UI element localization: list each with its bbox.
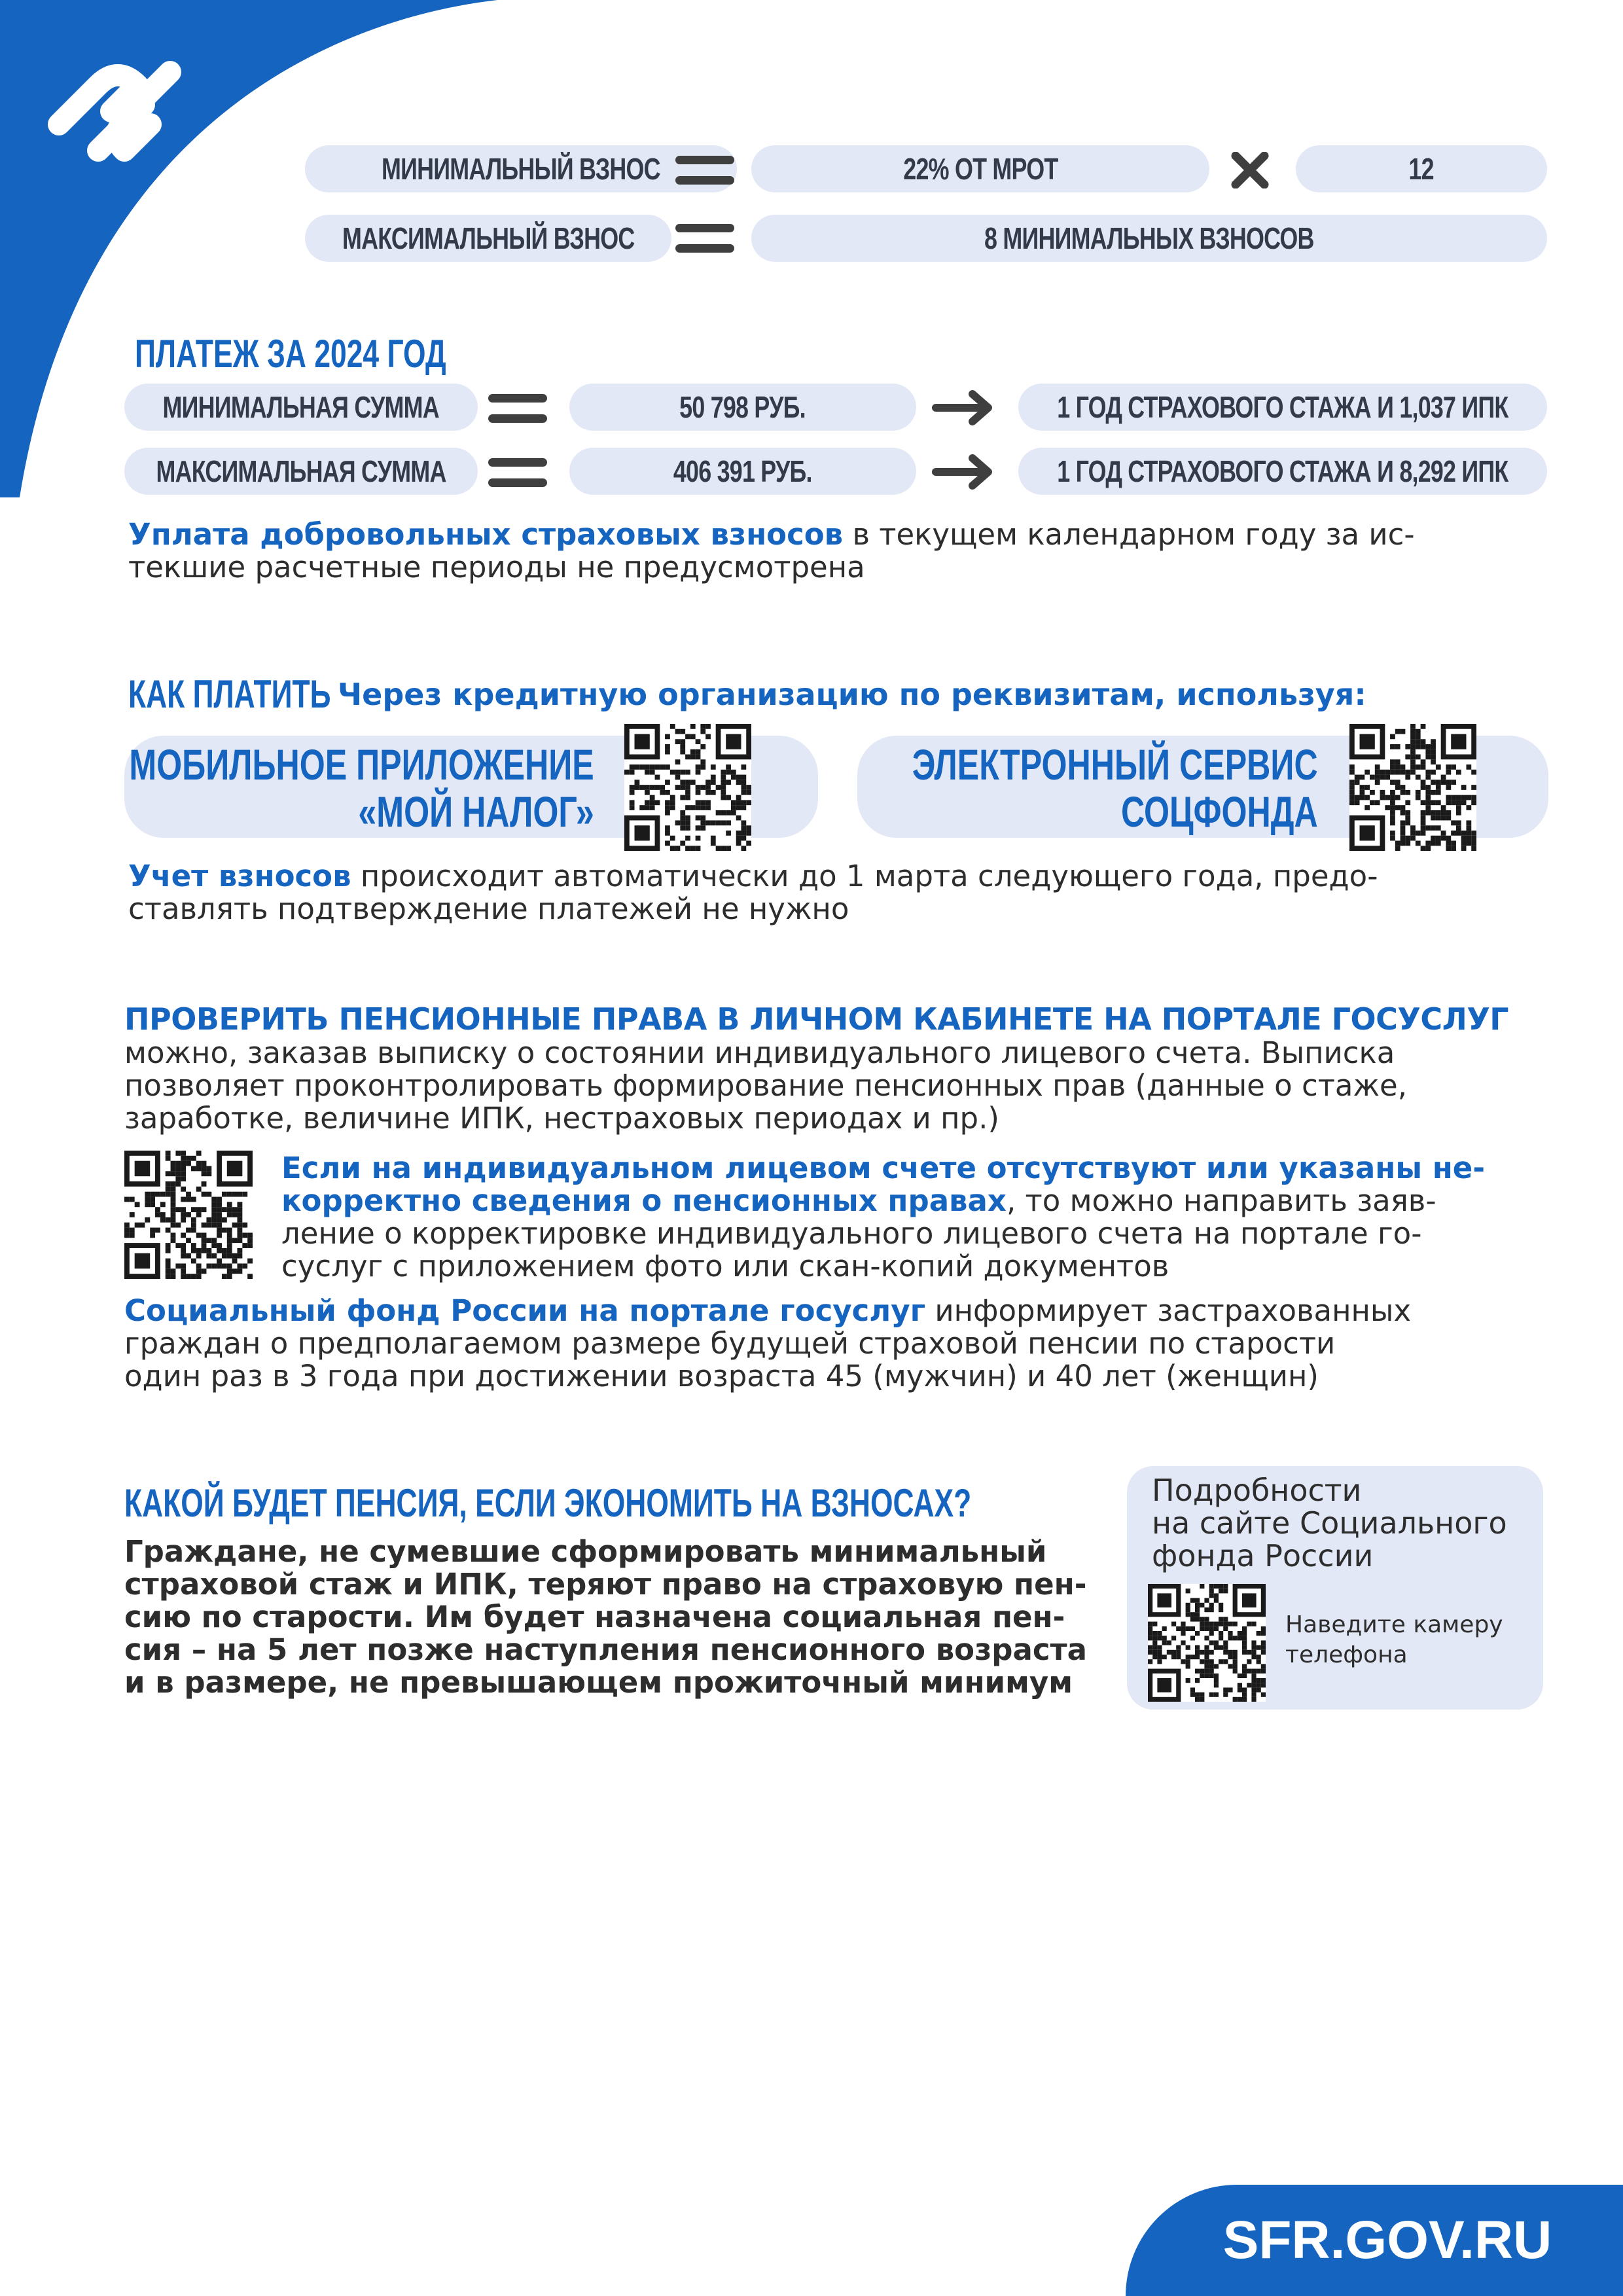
how-to-pay-title: КАК ПЛАТИТЬ [128, 672, 331, 716]
future-pension-text: Граждане, не сумевшие сформировать минимальный страховой стаж и ИПК, теряют право на страховую пен- сию по старости. Им будет назначена социальная пен- сия – на 5 лет позже наступления пенсионного возраста и в размере, не превышающем прожиточный минимум [124, 1534, 1087, 1700]
account-correction-qr-code[interactable] [124, 1151, 253, 1279]
account-correction-text: Если на индивидуальном лицевом счете отсутствуют или указаны не- корректно сведения о пенсионных правах, то можно направить заяв- ление о корректировке индивидуального лицевого счета на портале го- суслуг с приложением фото или скан-копий документов [281, 1151, 1486, 1283]
arrow-right-icon [932, 454, 995, 490]
website-link[interactable]: SFR.GOV.RU [1126, 2185, 1623, 2296]
equals-icon [488, 458, 547, 487]
sfr-gosuslugi-text: Социальный фонд России на портале госуслуг информирует застрахованных граждан о предполагаемом размере будущей страховой пенсии по старости один раз в 3 года при достижении возраста 45 (мужчин) и 40 лет (женщин) [124, 1293, 1412, 1393]
sfr-service-title: ЭЛЕКТРОННЫЙ СЕРВИС СОЦФОНДА [912, 740, 1318, 836]
payment-max-label: МАКСИМАЛЬНАЯ СУММА [124, 448, 478, 495]
payment-max-result: 1 ГОД СТРАХОВОГО СТАЖА И 8,292 ИПК [1018, 448, 1547, 495]
payment-2024-title: ПЛАТЕЖ ЗА 2024 ГОД [135, 332, 446, 376]
pension-rights-title: ПРОВЕРИТЬ ПЕНСИОННЫЕ ПРАВА В ЛИЧНОМ КАБИНЕТЕ НА ПОРТАЛЕ ГОСУСЛУГ [124, 1001, 1509, 1037]
equals-icon [675, 156, 734, 185]
equals-icon [488, 394, 547, 423]
mobile-app-title: МОБИЛЬНОЕ ПРИЛОЖЕНИЕ «МОЙ НАЛОГ» [129, 740, 594, 836]
future-pension-title: КАКОЙ БУДЕТ ПЕНСИЯ, ЕСЛИ ЭКОНОМИТЬ НА ВЗНОСАХ? [124, 1481, 972, 1525]
multiply-icon [1230, 152, 1270, 188]
max-contribution-label: МАКСИМАЛЬНЫЙ ВЗНОС [305, 215, 671, 262]
payment-max-amount: 406 391 РУБ. [569, 448, 916, 495]
min-contribution-label: МИНИМАЛЬНЫЙ ВЗНОС [305, 145, 737, 192]
payment-min-amount: 50 798 РУБ. [569, 384, 916, 431]
payment-accounting-note: Учет взносов происходит автоматически до 1 марта следующего года, предо- ставлять подтверждение платежей не нужно [128, 859, 1378, 926]
payment-min-label: МИНИМАЛЬНАЯ СУММА [124, 384, 478, 431]
voluntary-payment-note: Уплата добровольных страховых взносов в текущем календарном году за ис- текшие расчетные периоды не предусмотрена [128, 517, 1415, 584]
min-contribution-value: 22% ОТ МРОТ [751, 145, 1209, 192]
how-to-pay-subtitle: Через кредитную организацию по реквизитам, используя: [338, 677, 1366, 712]
sfr-website-qr-code[interactable] [1148, 1584, 1266, 1702]
payment-min-result: 1 ГОД СТРАХОВОГО СТАЖА И 1,037 ИПК [1018, 384, 1547, 431]
sfr-service-qr-code[interactable] [1349, 724, 1476, 851]
max-contribution-value: 8 МИНИМАЛЬНЫХ ВЗНОСОВ [751, 215, 1547, 262]
pension-rights-text: можно, заказав выписку о состоянии индивидуального лицевого счета. Выписка позволяет проконтролировать формирование пенсионных прав (данные о стаже, заработке, величине ИПК, нестраховых периодах и пр.) [124, 1035, 1408, 1136]
equals-icon [675, 224, 734, 253]
camera-hint: Наведите камеру телефона [1285, 1611, 1503, 1668]
arrow-right-icon [932, 390, 995, 425]
min-contribution-multiplier: 12 [1296, 145, 1547, 192]
details-text: Подробности на сайте Социального фонда России [1152, 1473, 1507, 1573]
mobile-app-qr-code[interactable] [624, 724, 751, 851]
